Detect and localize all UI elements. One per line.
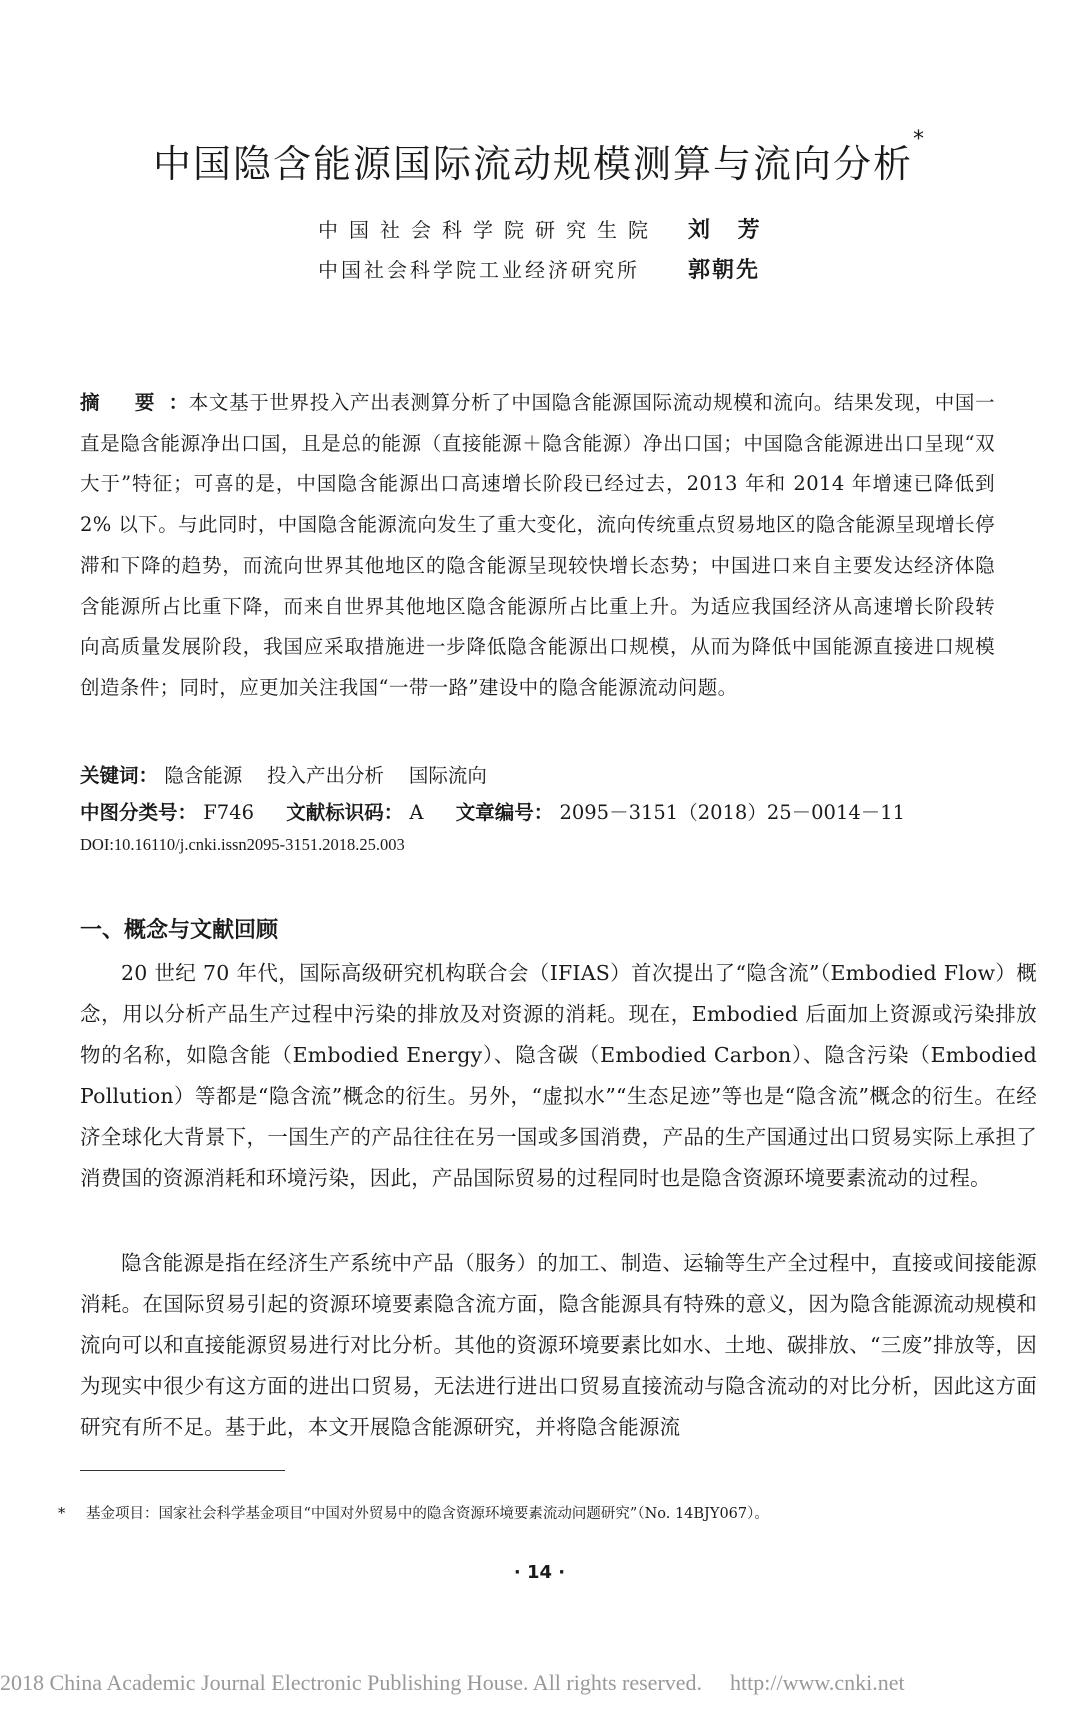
watermark-url: http://www.cnki.net — [730, 1670, 905, 1695]
abstract-text: 本文基于世界投入产出表测算分析了中国隐含能源国际流动规模和流向。结果发现，中国一直是隐含能源净出口国，且是总的能源（直接能源＋隐含能源）净出口国；中国隐含能源进出口呈现“双大于”特征；可喜的是，中国隐含能源出口高速增长阶段已经过去，2013 年和 2014 年增速已降低到 2% 以下。与此同时，中国隐含能源流向发生了重大变化，流向传统重点贸易地区的隐含能源呈现增长停滞和下降的趋势，而流向世界其他地区的隐含能源呈现较快增长态势；中国进口来自主要发达经济体隐含能源所占比重下降，而来自世界其他地区隐含能源所占比重上升。为适应我国经济从高速增长阶段转向高质量发展阶段，我国应采取措施进一步降低隐含能源出口规模，从而为降低中国能源直接进口规模创造条件；同时，应更加关注我国“一带一路”建设中的隐含能源流动问题。 — [80, 391, 995, 699]
article-number-label: 文章编号 — [455, 801, 534, 824]
author-block — [318, 210, 770, 290]
doc-code-value: A — [409, 801, 424, 824]
footnote-mark: * — [58, 1506, 66, 1522]
author-name: 郭朝先 — [688, 258, 761, 283]
doi-line: DOI:10.16110/j.cnki.issn2095-3151.2018.25.003 — [80, 835, 405, 854]
copyright-text: 2018 China Academic Journal Electronic Publishing House. All rights reserved. — [0, 1670, 703, 1695]
clc-label: 中图分类号 — [80, 801, 178, 824]
body-paragraph — [80, 1243, 1037, 1448]
doc-code-label: 文献标识码 — [286, 801, 384, 824]
footnote-divider — [80, 1470, 285, 1471]
keywords-line: 关键词： 隐含能源 投入产出分析 国际流向 — [80, 764, 487, 787]
clc-value: F746 — [203, 801, 254, 824]
article-number-value: 2095－3151（2018）25－0014－11 — [559, 801, 906, 824]
author-line — [318, 250, 770, 290]
body-paragraph — [80, 953, 1037, 1199]
keyword: 隐含能源 — [164, 764, 243, 787]
footnote — [58, 1502, 769, 1523]
classification-line: 中图分类号： F746 文献标识码： A 文章编号： 2095－3151（2018）25－0014－11 — [80, 801, 906, 824]
author-affiliation: 中国社会科学院工业经济研究所 — [318, 258, 640, 282]
page-number: · 14 · — [513, 1562, 566, 1583]
copyright-watermark — [0, 1670, 905, 1696]
keywords-label: 关键词 — [80, 764, 139, 787]
section-heading: 一、概念与文献回顾 — [80, 918, 279, 944]
abstract: 摘 要：本文基于世界投入产出表测算分析了中国隐含能源国际流动规模和流向。结果发现，中国一直是隐含能源净出口国，且是总的能源（直接能源＋隐含能源）净出口国；中国隐含能源进出口呈现“双大于”特征；可喜的是，中国隐含能源出口高速增长阶段已经过去，2013 年和 2014 年增速已降低到 2% 以下。与此同时，中国隐含能源流向发生了重大变化，流向传统重点贸易地区的隐含能源呈现增长停滞和下降的趋势，而流向世界其他地区的隐含能源呈现较快增长态势；中国进口来自主要发达经济体隐含能源所占比重下降，而来自世界其他地区隐含能源所占比重上升。为适应我国经济从高速增长阶段转向高质量发展阶段，我国应采取措施进一步降低隐含能源出口规模，从而为降低中国能源直接进口规模创造条件；同时，应更加关注我国“一带一路”建设中的隐含能源流动问题。 — [80, 391, 995, 699]
author-line — [318, 210, 770, 250]
author-name: 刘 芳 — [688, 218, 770, 243]
paragraph-text: 20 世纪 70 年代，国际高级研究机构联合会（IFIAS）首次提出了“隐含流”（Embodied Flow）概念，用以分析产品生产过程中污染的排放及对资源的消耗。现在，Embodied 后面加上资源或污染排放物的名称，如隐含能（Embodied Energy）、隐含碳（Embodied Carbon）、隐含污染（Embodied Pollution）等都是“隐含流”概念的衍生。另外，“虚拟水”“生态足迹”等也是“隐含流”概念的衍生。在经济全球化大背景下，一国生产的产品往往在另一国或多国消费，产品的生产国通过出口贸易实际上承担了消费国的资源消耗和环境污染，因此，产品国际贸易的过程同时也是隐含资源环境要素流动的过程。 — [80, 961, 1037, 1190]
paper-title: 中国隐含能源国际流动规模测算与流向分析* — [152, 127, 926, 187]
abstract-label: 摘 要 — [80, 391, 169, 414]
footnote-text: 基金项目：国家社会科学基金项目“中国对外贸易中的隐含资源环境要素流动问题研究”（No. 14BJY067）。 — [86, 1506, 769, 1522]
author-affiliation: 中国社会科学院研究生院 — [318, 218, 659, 242]
keyword: 投入产出分析 — [267, 764, 385, 787]
keyword: 国际流向 — [408, 764, 487, 787]
title-footnote-mark: * — [913, 127, 926, 153]
paragraph-text: 隐含能源是指在经济生产系统中产品（服务）的加工、制造、运输等生产全过程中，直接或间接能源消耗。在国际贸易引起的资源环境要素隐含流方面，隐含能源具有特殊的意义，因为隐含能源流动规模和流向可以和直接能源贸易进行对比分析。其他的资源环境要素比如水、土地、碳排放、“三废”排放等，因为现实中很少有这方面的进出口贸易，无法进行进出口贸易直接流动与隐含流动的对比分析，因此这方面研究有所不足。基于此，本文开展隐含能源研究，并将隐含能源流 — [80, 1251, 1037, 1439]
